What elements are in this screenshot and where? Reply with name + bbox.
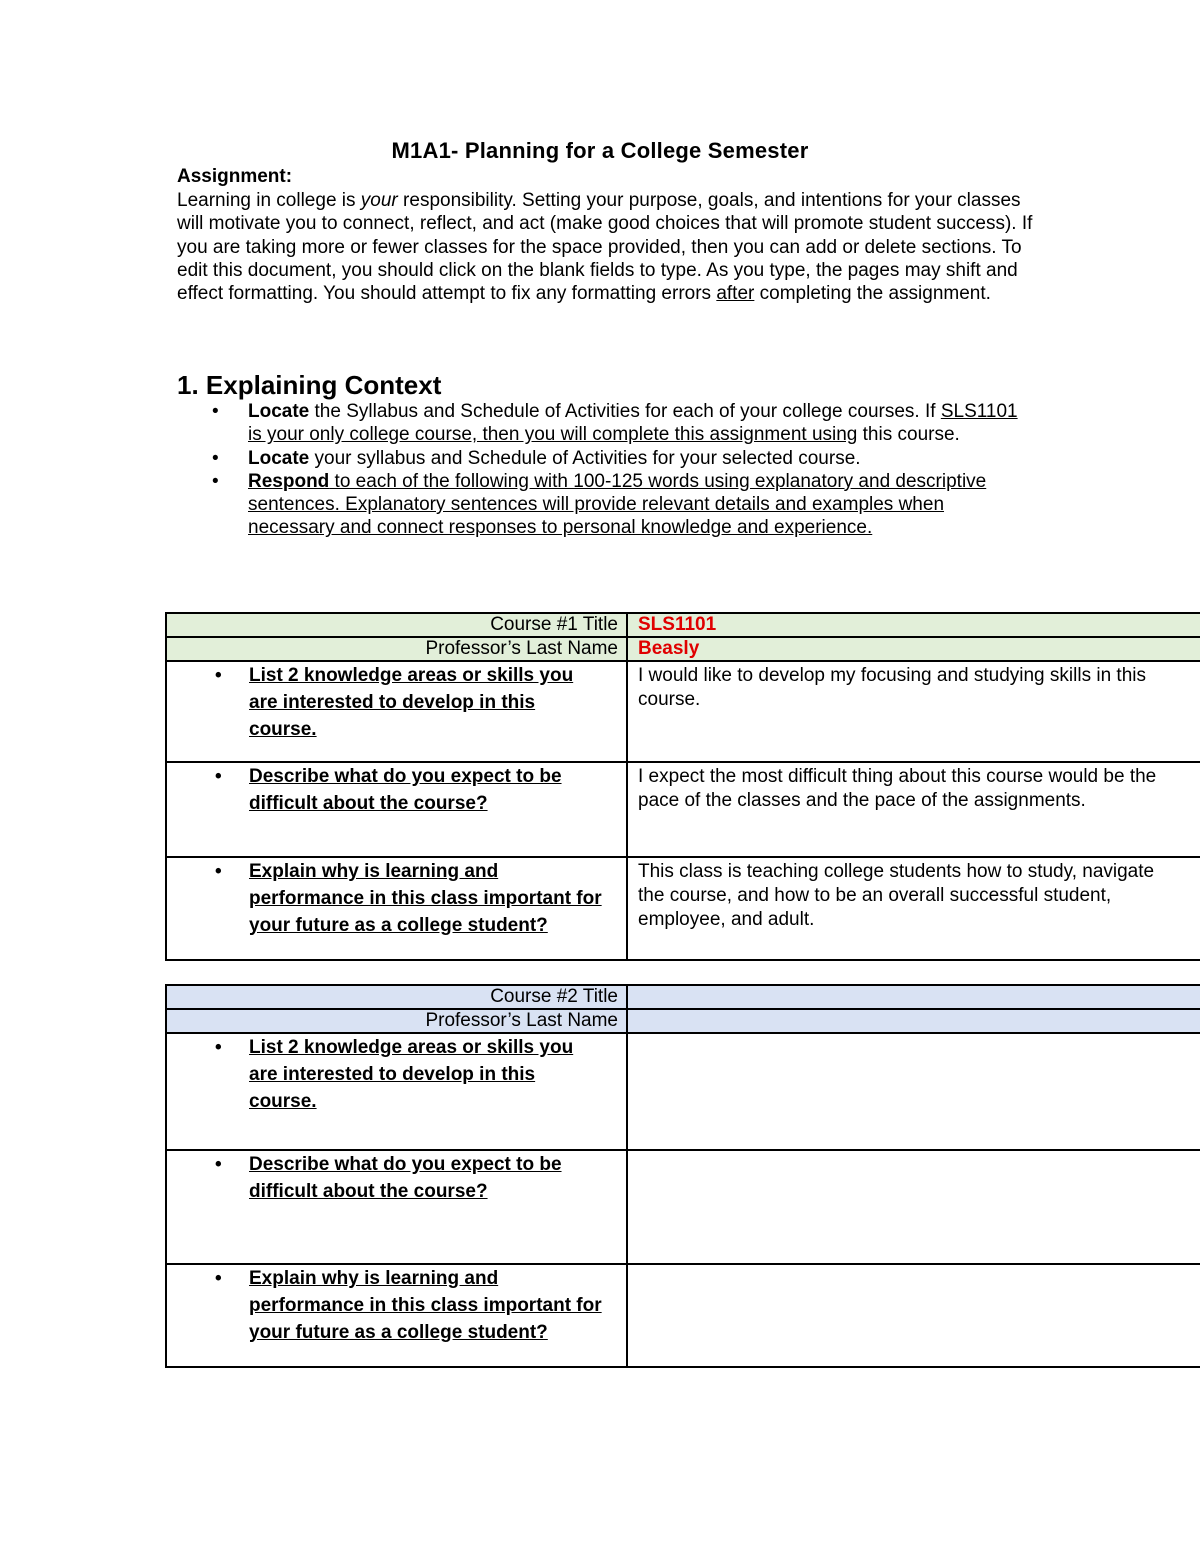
instruction-text: your syllabus and Schedule of Activities for your selected course.	[309, 447, 861, 469]
question-row	[166, 661, 1200, 762]
question-text: List 2 knowledge areas or skills you are interested to develop in this course.	[249, 665, 574, 740]
bullet-icon: •	[215, 1154, 222, 1175]
course-title-field[interactable]: SLS1101	[627, 613, 1200, 637]
question-cell	[166, 661, 627, 762]
intro-text-italic: your	[360, 190, 398, 211]
intro-text-1: Learning in college is	[177, 190, 361, 211]
professor-row	[166, 637, 1200, 661]
instruction-underlined: SLS1101 is your only college course, then you will complete this assignment using	[248, 401, 1018, 446]
instruction-item	[212, 447, 1032, 470]
instruction-item	[212, 470, 1032, 540]
professor-row	[166, 1009, 1200, 1033]
intro-paragraph	[177, 189, 1037, 305]
instruction-bold: Locate	[248, 401, 310, 422]
course-title-label: Course #2 Title	[166, 985, 627, 1009]
question-row	[166, 1264, 1200, 1367]
course-title-row	[166, 985, 1200, 1009]
bullet-icon: •	[215, 766, 222, 787]
question-cell	[166, 857, 627, 960]
intro-text-2: responsibility. Setting your purpose, goals, and intentions for your classes will motivate you to connect, reflect, and act (make good choices that will promote student success). If you are taking more or fewer classes for the space provided, then you can add or delete sections. To edit this document, you should click on the blank fields to type. As you type, the pages may shift and effect formatting. You should attempt to fix any formatting errors	[177, 190, 1033, 305]
question-cell	[166, 1264, 627, 1367]
bullet-icon: •	[215, 1268, 222, 1289]
instruction-bold: Locate	[248, 447, 310, 469]
question-cell	[166, 1150, 627, 1264]
course-1-table	[165, 612, 1200, 961]
professor-label: Professor’s Last Name	[166, 1009, 627, 1033]
professor-field[interactable]: Beasly	[627, 637, 1200, 661]
instruction-item	[212, 400, 1032, 447]
answer-field[interactable]	[627, 1150, 1200, 1264]
course-title-row	[166, 613, 1200, 637]
section-heading: 1. Explaining Context	[177, 370, 442, 400]
bullet-icon: •	[215, 861, 222, 882]
question-text: Explain why is learning and performance in this class important for your future as a college student?	[249, 861, 602, 936]
bullet-icon: •	[212, 470, 219, 492]
intro-text-3: completing the assignment.	[754, 283, 991, 305]
question-row	[166, 857, 1200, 960]
answer-field[interactable]: I would like to develop my focusing and studying skills in this course.	[627, 661, 1200, 762]
question-cell	[166, 762, 627, 857]
course-2-table	[165, 984, 1200, 1368]
course-title-field[interactable]	[627, 985, 1200, 1009]
bullet-icon: •	[215, 1037, 222, 1058]
question-row	[166, 1150, 1200, 1264]
question-text: Describe what do you expect to be difficult about the course?	[249, 1154, 562, 1202]
bullet-icon: •	[212, 447, 219, 469]
answer-field[interactable]: I expect the most difficult thing about this course would be the pace of the classes and the pace of the assignments.	[627, 762, 1200, 857]
professor-label: Professor’s Last Name	[166, 637, 627, 661]
question-cell	[166, 1033, 627, 1150]
question-text: List 2 knowledge areas or skills you are interested to develop in this course.	[249, 1037, 574, 1112]
page-title: M1A1- Planning for a College Semester	[391, 138, 809, 163]
intro-text-underlined: after	[716, 283, 755, 305]
instruction-bold: Respond	[248, 470, 330, 492]
question-row	[166, 762, 1200, 857]
answer-field[interactable]: This class is teaching college students how to study, navigate the course, and how to be an overall successful student, employee, and adult.	[627, 857, 1200, 960]
instruction-list	[212, 400, 1032, 540]
question-row	[166, 1033, 1200, 1150]
instruction-tail: this course.	[857, 424, 960, 446]
question-text: Explain why is learning and performance in this class important for your future as a college student?	[249, 1268, 602, 1343]
instruction-text: the Syllabus and Schedule of Activities for each of your college courses. If	[309, 401, 941, 422]
bullet-icon: •	[215, 665, 222, 686]
instruction-underlined: to each of the following with 100-125 words using explanatory and descriptive sentences. Explanatory sentences will provide relevant details and examples when necessary and connect responses to personal knowledge and experience.	[248, 470, 987, 539]
answer-field[interactable]	[627, 1264, 1200, 1367]
course-title-label: Course #1 Title	[166, 613, 627, 637]
assignment-label: Assignment:	[177, 166, 293, 187]
question-text: Describe what do you expect to be difficult about the course?	[249, 766, 562, 814]
bullet-icon: •	[212, 401, 219, 422]
professor-field[interactable]	[627, 1009, 1200, 1033]
answer-field[interactable]	[627, 1033, 1200, 1150]
